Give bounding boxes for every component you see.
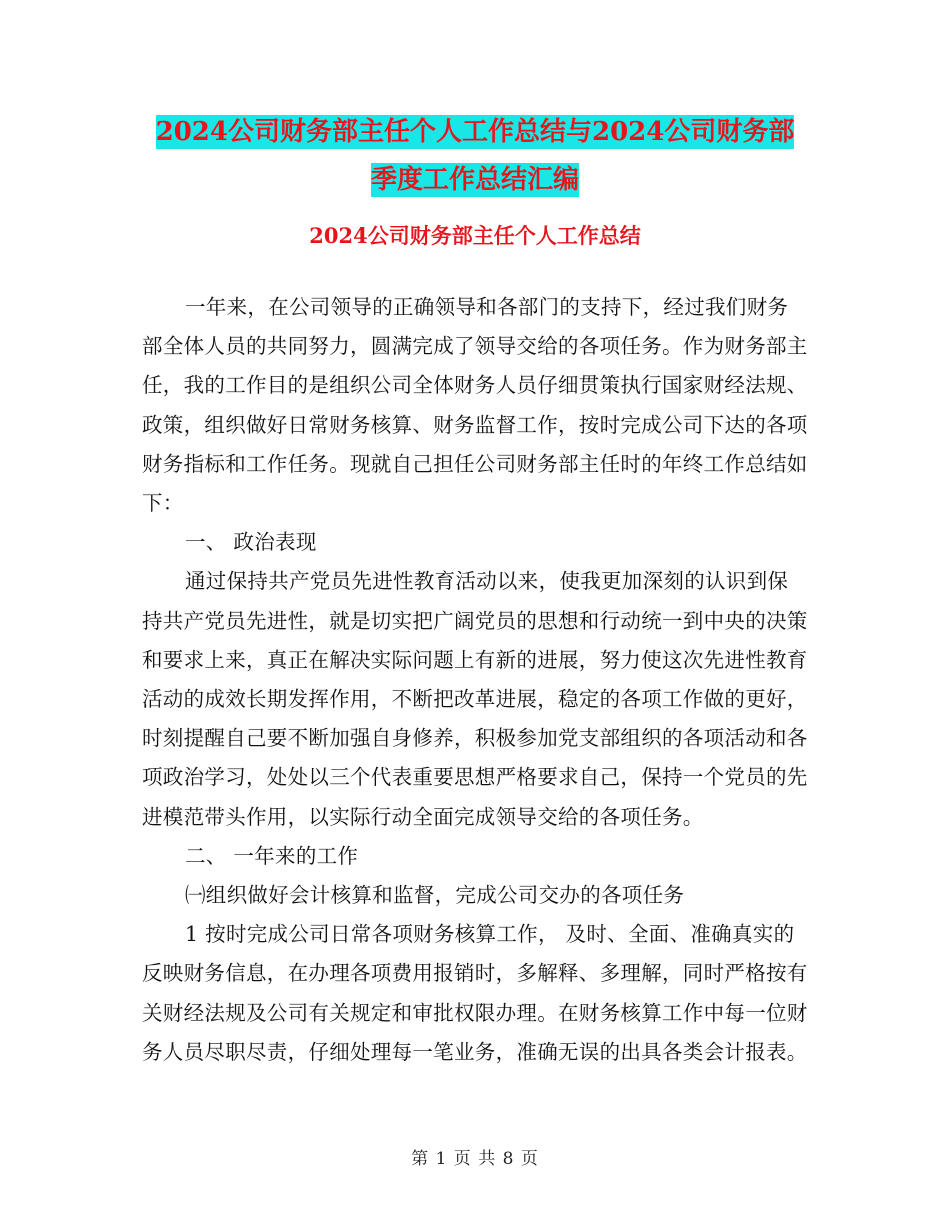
title-line-2: 季度工作总结汇编 — [370, 165, 579, 195]
section-title: 2024公司财务部主任个人工作总结 — [309, 223, 641, 248]
paragraph-item-1: 1 按时完成公司日常各项财务核算工作， 及时、全面、准确真实的反映财务信息，在办理各项费用报销时，多解释、多理解，同时严格按有关财经法规及公司有关规定和审批权限办理。在财务核算工作中每一位财务人员尽职尽责，仔细处理每一笔业务，准确无误的出具各类会计报表。 — [142, 922, 808, 1064]
subheading-accounting: ㈠组织做好会计核算和监督，完成公司交办的各项任务 — [185, 883, 685, 908]
document-body — [142, 288, 808, 1072]
heading-political-performance: 一、 政治表现 — [185, 530, 317, 555]
page-number: 第 1 页 共 8 页 — [411, 1149, 539, 1169]
heading-year-work: 二、 一年来的工作 — [185, 843, 359, 868]
document-title — [140, 108, 810, 204]
paragraph-intro: 一年来，在公司领导的正确领导和各部门的支持下，经过我们财务部全体人员的共同努力，圆满完成了领导交给的各项任务。作为财务部主任，我的工作目的是组织公司全体财务人员仔细贯策执行国家财经法规、政策，组织做好日常财务核算、财务监督工作，按时完成公司下达的各项财务指标和工作任务。现就自己担任公司财务部主任时的年终工作总结如下： — [142, 295, 808, 516]
paragraph-political: 通过保持共产党员先进性教育活动以来，使我更加深刻的认识到保持共产党员先进性，就是切实把广阔党员的思想和行动统一到中央的决策和要求上来，真正在解决实际问题上有新的进展，努力使这次先进性教育活动的成效长期发挥作用，不断把改革进展，稳定的各项工作做的更好，时刻提醒自己要不断加强自身修养，积极参加党支部组织的各项活动和各项政治学习，处处以三个代表重要思想严格要求自己，保持一个党员的先进模范带头作用，以实际行动全面完成领导交给的各项任务。 — [142, 569, 808, 829]
title-line-1: 2024公司财务部主任个人工作总结与2024公司财务部 — [155, 117, 795, 147]
